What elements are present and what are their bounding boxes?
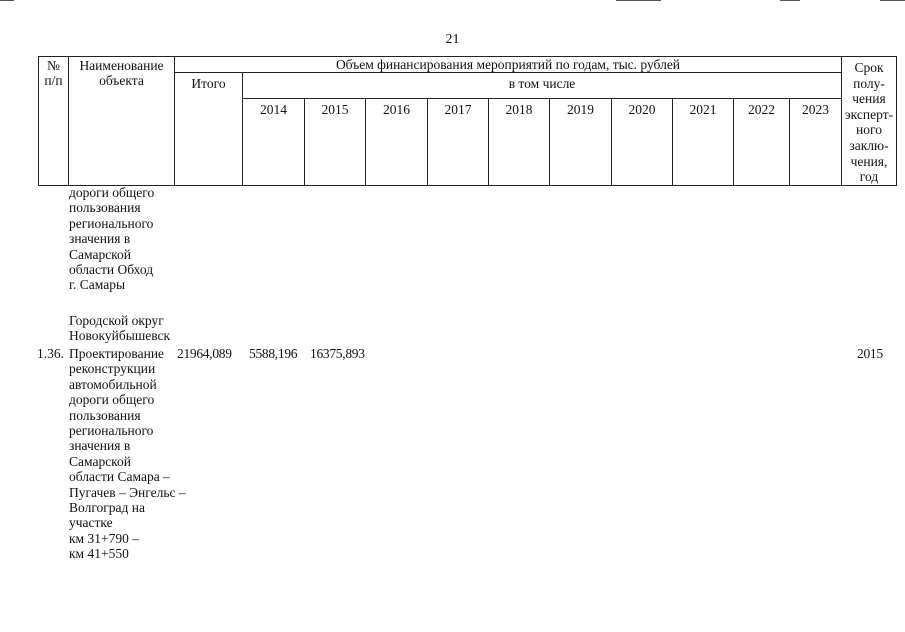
year-header: 2014 (243, 98, 305, 185)
page-number: 21 (445, 32, 460, 47)
year-header: 2021 (673, 98, 734, 185)
scan-mark (0, 0, 14, 1)
year-header: 2015 (305, 98, 366, 185)
row-number: 1.36. (37, 346, 64, 361)
continued-entry-name: дороги общего пользования регионального значения в Самарской области Обход г. Самары (69, 185, 155, 293)
row-name: Проектирование реконструкции автомобильной дороги общего пользования регионального значения в Самарской области Самара – Пугачев – Энгельс – Волгоград на участке км 31+790 – км 41+550 (69, 346, 186, 562)
year-header: 2023 (790, 98, 842, 185)
scan-mark (616, 0, 661, 1)
scan-mark (780, 0, 800, 1)
col-num-header: № п/п (39, 57, 69, 186)
table-header (38, 56, 897, 186)
col-term-header: Срок полу-чения эксперт-ного заклю-чения, год (842, 57, 897, 186)
col-total-header: Итого (175, 73, 243, 186)
col-funding-header: Объем финансирования мероприятий по годам, тыс. рублей (175, 57, 842, 73)
year-header: 2019 (550, 98, 612, 185)
scan-mark (880, 0, 905, 1)
year-header: 2016 (366, 98, 428, 185)
year-header: 2022 (734, 98, 790, 185)
year-header: 2020 (612, 98, 673, 185)
year-header: 2018 (489, 98, 550, 185)
year-header: 2017 (428, 98, 489, 185)
col-name-header: Наименование объекта (69, 57, 175, 186)
row-2014-value: 5588,196 (249, 346, 298, 361)
row-2015-value: 16375,893 (310, 346, 365, 361)
row-total-value: 21964,089 (177, 346, 232, 361)
row-term-value: 2015 (857, 346, 883, 361)
section-heading: Городской округ Новокуйбышевск (69, 313, 171, 344)
col-including-header: в том числе (243, 73, 842, 99)
